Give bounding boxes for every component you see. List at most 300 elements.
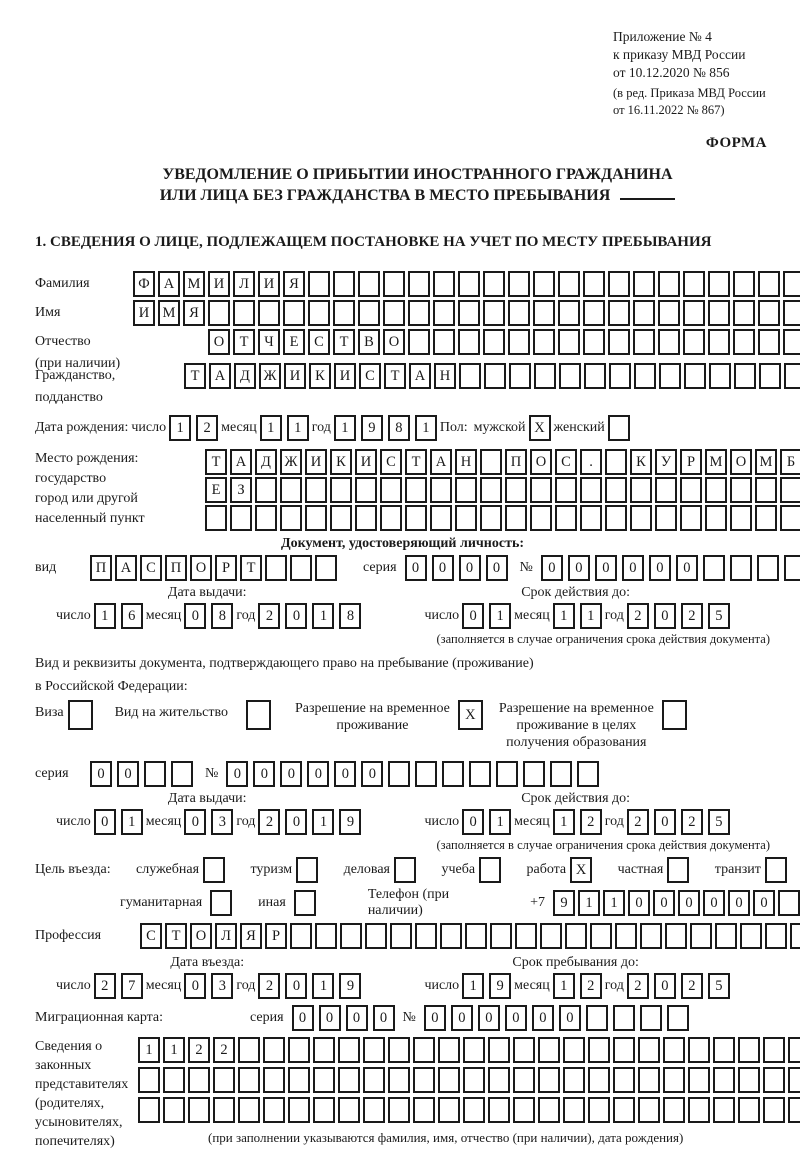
form-cell[interactable]: Ж: [280, 449, 302, 475]
form-cell[interactable]: А: [230, 449, 252, 475]
form-cell[interactable]: [763, 1097, 785, 1123]
form-cell[interactable]: 0: [90, 761, 112, 787]
form-cell[interactable]: [703, 555, 725, 581]
form-cell[interactable]: 1: [489, 603, 511, 629]
form-cell[interactable]: 0: [253, 761, 275, 787]
form-cell[interactable]: [388, 1097, 410, 1123]
form-cell[interactable]: [388, 1037, 410, 1063]
form-cell[interactable]: 1: [260, 415, 282, 441]
form-cell[interactable]: 0: [405, 555, 427, 581]
form-cell[interactable]: [763, 1067, 785, 1093]
form-cell[interactable]: [413, 1067, 435, 1093]
form-cell[interactable]: Т: [205, 449, 227, 475]
form-cell[interactable]: [658, 329, 680, 355]
form-cell[interactable]: [305, 505, 327, 531]
form-cell[interactable]: [171, 761, 193, 787]
form-cell[interactable]: 1: [121, 809, 143, 835]
form-cell[interactable]: [755, 505, 777, 531]
form-cell[interactable]: Б: [780, 449, 800, 475]
form-cell[interactable]: [638, 1067, 660, 1093]
form-cell[interactable]: 5: [708, 603, 730, 629]
form-cell[interactable]: 0: [595, 555, 617, 581]
form-cell[interactable]: [258, 300, 280, 326]
form-cell[interactable]: [758, 329, 780, 355]
form-cell[interactable]: [713, 1097, 735, 1123]
form-cell[interactable]: [630, 505, 652, 531]
form-cell[interactable]: [759, 363, 781, 389]
form-cell[interactable]: [205, 505, 227, 531]
form-cell[interactable]: [480, 505, 502, 531]
form-cell[interactable]: 1: [553, 809, 575, 835]
form-cell[interactable]: Н: [434, 363, 456, 389]
form-cell[interactable]: [290, 923, 312, 949]
form-cell[interactable]: [188, 1067, 210, 1093]
form-cell[interactable]: [405, 477, 427, 503]
form-cell[interactable]: [588, 1037, 610, 1063]
form-cell[interactable]: 1: [94, 603, 116, 629]
form-cell[interactable]: [688, 1067, 710, 1093]
form-cell[interactable]: 2: [681, 973, 703, 999]
form-cell[interactable]: 9: [489, 973, 511, 999]
form-cell[interactable]: О: [208, 329, 230, 355]
form-cell[interactable]: [483, 271, 505, 297]
form-cell[interactable]: [688, 1037, 710, 1063]
form-cell[interactable]: [313, 1037, 335, 1063]
form-cell[interactable]: К: [630, 449, 652, 475]
form-cell[interactable]: [455, 505, 477, 531]
form-cell[interactable]: 0: [505, 1005, 527, 1031]
form-cell[interactable]: [405, 505, 427, 531]
form-cell[interactable]: 3: [211, 809, 233, 835]
form-cell[interactable]: [680, 505, 702, 531]
form-cell[interactable]: М: [183, 271, 205, 297]
form-cell[interactable]: 0: [622, 555, 644, 581]
form-cell[interactable]: [358, 300, 380, 326]
form-cell[interactable]: [563, 1037, 585, 1063]
form-cell[interactable]: [365, 923, 387, 949]
form-cell[interactable]: [483, 300, 505, 326]
form-cell[interactable]: [683, 300, 705, 326]
form-cell[interactable]: [483, 329, 505, 355]
form-cell[interactable]: [338, 1037, 360, 1063]
form-cell[interactable]: 1: [138, 1037, 160, 1063]
form-cell[interactable]: 0: [459, 555, 481, 581]
form-cell[interactable]: 8: [388, 415, 410, 441]
form-cell[interactable]: [705, 505, 727, 531]
form-cell[interactable]: 0: [654, 603, 676, 629]
form-cell[interactable]: [638, 1097, 660, 1123]
form-cell[interactable]: О: [190, 923, 212, 949]
form-cell[interactable]: 0: [117, 761, 139, 787]
form-cell[interactable]: Н: [455, 449, 477, 475]
form-cell[interactable]: [280, 477, 302, 503]
form-cell[interactable]: [658, 300, 680, 326]
blank-underline[interactable]: [620, 196, 675, 200]
form-cell[interactable]: [563, 1097, 585, 1123]
form-cell[interactable]: [313, 1067, 335, 1093]
form-cell[interactable]: 0: [334, 761, 356, 787]
form-cell[interactable]: С: [140, 923, 162, 949]
form-cell[interactable]: С: [380, 449, 402, 475]
form-cell[interactable]: [788, 1097, 800, 1123]
form-cell[interactable]: 0: [532, 1005, 554, 1031]
form-cell[interactable]: 0: [653, 890, 675, 916]
form-cell[interactable]: [534, 363, 556, 389]
form-cell[interactable]: [783, 300, 800, 326]
form-cell[interactable]: [659, 363, 681, 389]
form-cell[interactable]: [315, 555, 337, 581]
form-cell[interactable]: [433, 329, 455, 355]
form-cell[interactable]: 2: [627, 603, 649, 629]
form-cell[interactable]: 1: [287, 415, 309, 441]
form-cell[interactable]: 0: [559, 1005, 581, 1031]
form-cell[interactable]: [640, 1005, 662, 1031]
form-cell[interactable]: [479, 857, 501, 883]
form-cell[interactable]: [684, 363, 706, 389]
form-cell[interactable]: [580, 477, 602, 503]
form-cell[interactable]: [755, 477, 777, 503]
form-cell[interactable]: В: [358, 329, 380, 355]
form-cell[interactable]: [530, 505, 552, 531]
form-cell[interactable]: И: [334, 363, 356, 389]
form-cell[interactable]: [778, 890, 800, 916]
form-cell[interactable]: [208, 300, 230, 326]
form-cell[interactable]: [758, 271, 780, 297]
form-cell[interactable]: [658, 271, 680, 297]
form-cell[interactable]: [605, 505, 627, 531]
form-cell[interactable]: 0: [292, 1005, 314, 1031]
form-cell[interactable]: С: [140, 555, 162, 581]
form-cell[interactable]: [363, 1037, 385, 1063]
form-cell[interactable]: 2: [627, 973, 649, 999]
form-cell[interactable]: [265, 555, 287, 581]
form-cell[interactable]: [488, 1037, 510, 1063]
form-cell[interactable]: Я: [283, 271, 305, 297]
form-cell[interactable]: Т: [333, 329, 355, 355]
form-cell[interactable]: [515, 923, 537, 949]
form-cell[interactable]: 1: [169, 415, 191, 441]
form-cell[interactable]: [363, 1067, 385, 1093]
form-cell[interactable]: [138, 1067, 160, 1093]
form-cell[interactable]: Ж: [259, 363, 281, 389]
form-cell[interactable]: [788, 1067, 800, 1093]
form-cell[interactable]: 1: [603, 890, 625, 916]
form-cell[interactable]: [565, 923, 587, 949]
form-cell[interactable]: [615, 923, 637, 949]
form-cell[interactable]: [663, 1067, 685, 1093]
form-cell[interactable]: [662, 700, 687, 730]
form-cell[interactable]: [233, 300, 255, 326]
form-cell[interactable]: 2: [258, 809, 280, 835]
form-cell[interactable]: [790, 923, 800, 949]
form-cell[interactable]: [469, 761, 491, 787]
form-cell[interactable]: [413, 1037, 435, 1063]
form-cell[interactable]: [613, 1037, 635, 1063]
form-cell[interactable]: З: [230, 477, 252, 503]
form-cell[interactable]: [355, 505, 377, 531]
form-cell[interactable]: [305, 477, 327, 503]
form-cell[interactable]: [588, 1097, 610, 1123]
form-cell[interactable]: [667, 1005, 689, 1031]
form-cell[interactable]: [288, 1067, 310, 1093]
form-cell[interactable]: [508, 300, 530, 326]
form-cell[interactable]: 0: [346, 1005, 368, 1031]
form-cell[interactable]: 0: [451, 1005, 473, 1031]
form-cell[interactable]: [505, 505, 527, 531]
form-cell[interactable]: [608, 415, 630, 441]
form-cell[interactable]: [513, 1037, 535, 1063]
form-cell[interactable]: [765, 923, 787, 949]
form-cell[interactable]: [538, 1097, 560, 1123]
form-cell[interactable]: [488, 1097, 510, 1123]
form-cell[interactable]: 1: [580, 603, 602, 629]
form-cell[interactable]: 2: [681, 603, 703, 629]
form-cell[interactable]: [784, 363, 800, 389]
form-cell[interactable]: [496, 761, 518, 787]
form-cell[interactable]: .: [580, 449, 602, 475]
form-cell[interactable]: [713, 1067, 735, 1093]
form-cell[interactable]: И: [208, 271, 230, 297]
form-cell[interactable]: Т: [405, 449, 427, 475]
form-cell[interactable]: [733, 271, 755, 297]
form-cell[interactable]: 0: [728, 890, 750, 916]
form-cell[interactable]: [590, 923, 612, 949]
form-cell[interactable]: [708, 329, 730, 355]
form-cell[interactable]: 0: [703, 890, 725, 916]
form-cell[interactable]: [583, 300, 605, 326]
form-cell[interactable]: [733, 300, 755, 326]
form-cell[interactable]: 1: [312, 603, 334, 629]
form-cell[interactable]: 5: [708, 809, 730, 835]
form-cell[interactable]: [509, 363, 531, 389]
form-cell[interactable]: [663, 1097, 685, 1123]
form-cell[interactable]: К: [309, 363, 331, 389]
form-cell[interactable]: 0: [654, 809, 676, 835]
form-cell[interactable]: [490, 923, 512, 949]
form-cell[interactable]: [380, 477, 402, 503]
form-cell[interactable]: [563, 1067, 585, 1093]
form-cell[interactable]: [163, 1067, 185, 1093]
form-cell[interactable]: [730, 477, 752, 503]
form-cell[interactable]: 1: [312, 973, 334, 999]
form-cell[interactable]: [708, 271, 730, 297]
form-cell[interactable]: [383, 300, 405, 326]
form-cell[interactable]: [213, 1097, 235, 1123]
form-cell[interactable]: И: [355, 449, 377, 475]
form-cell[interactable]: [465, 923, 487, 949]
form-cell[interactable]: [480, 477, 502, 503]
form-cell[interactable]: [438, 1067, 460, 1093]
form-cell[interactable]: 0: [285, 809, 307, 835]
form-cell[interactable]: [246, 700, 271, 730]
form-cell[interactable]: [210, 890, 232, 916]
form-cell[interactable]: [430, 505, 452, 531]
form-cell[interactable]: М: [705, 449, 727, 475]
form-cell[interactable]: [580, 505, 602, 531]
form-cell[interactable]: [705, 477, 727, 503]
form-cell[interactable]: 1: [334, 415, 356, 441]
form-cell[interactable]: X: [529, 415, 551, 441]
form-cell[interactable]: Я: [240, 923, 262, 949]
form-cell[interactable]: Р: [680, 449, 702, 475]
form-cell[interactable]: [788, 1037, 800, 1063]
form-cell[interactable]: [459, 363, 481, 389]
form-cell[interactable]: С: [359, 363, 381, 389]
form-cell[interactable]: [463, 1097, 485, 1123]
form-cell[interactable]: 9: [339, 973, 361, 999]
form-cell[interactable]: [438, 1037, 460, 1063]
form-cell[interactable]: [757, 555, 779, 581]
form-cell[interactable]: [730, 555, 752, 581]
form-cell[interactable]: 1: [415, 415, 437, 441]
form-cell[interactable]: [415, 761, 437, 787]
form-cell[interactable]: 6: [121, 603, 143, 629]
form-cell[interactable]: 0: [649, 555, 671, 581]
form-cell[interactable]: [667, 857, 689, 883]
form-cell[interactable]: Д: [255, 449, 277, 475]
form-cell[interactable]: [558, 329, 580, 355]
form-cell[interactable]: [315, 923, 337, 949]
form-cell[interactable]: 2: [580, 973, 602, 999]
form-cell[interactable]: [455, 477, 477, 503]
form-cell[interactable]: [538, 1067, 560, 1093]
form-cell[interactable]: [784, 555, 800, 581]
form-cell[interactable]: [780, 505, 800, 531]
form-cell[interactable]: 2: [213, 1037, 235, 1063]
form-cell[interactable]: [630, 477, 652, 503]
form-cell[interactable]: [333, 271, 355, 297]
form-cell[interactable]: [144, 761, 166, 787]
form-cell[interactable]: 1: [553, 603, 575, 629]
form-cell[interactable]: 9: [553, 890, 575, 916]
form-cell[interactable]: 0: [676, 555, 698, 581]
form-cell[interactable]: 0: [184, 809, 206, 835]
form-cell[interactable]: [238, 1067, 260, 1093]
form-cell[interactable]: [480, 449, 502, 475]
form-cell[interactable]: [533, 300, 555, 326]
form-cell[interactable]: 1: [489, 809, 511, 835]
form-cell[interactable]: 0: [307, 761, 329, 787]
form-cell[interactable]: 2: [258, 973, 280, 999]
form-cell[interactable]: Т: [165, 923, 187, 949]
form-cell[interactable]: [138, 1097, 160, 1123]
form-cell[interactable]: [513, 1097, 535, 1123]
form-cell[interactable]: [363, 1097, 385, 1123]
form-cell[interactable]: [540, 923, 562, 949]
form-cell[interactable]: [255, 505, 277, 531]
form-cell[interactable]: [230, 505, 252, 531]
form-cell[interactable]: [613, 1097, 635, 1123]
form-cell[interactable]: [708, 300, 730, 326]
form-cell[interactable]: [605, 477, 627, 503]
form-cell[interactable]: К: [330, 449, 352, 475]
form-cell[interactable]: 0: [568, 555, 590, 581]
form-cell[interactable]: 1: [163, 1037, 185, 1063]
form-cell[interactable]: С: [308, 329, 330, 355]
form-cell[interactable]: [680, 477, 702, 503]
form-cell[interactable]: [283, 300, 305, 326]
form-cell[interactable]: [533, 329, 555, 355]
form-cell[interactable]: Ф: [133, 271, 155, 297]
form-cell[interactable]: Л: [233, 271, 255, 297]
form-cell[interactable]: М: [755, 449, 777, 475]
form-cell[interactable]: Ч: [258, 329, 280, 355]
form-cell[interactable]: [203, 857, 225, 883]
form-cell[interactable]: [555, 477, 577, 503]
form-cell[interactable]: 2: [196, 415, 218, 441]
form-cell[interactable]: [763, 1037, 785, 1063]
form-cell[interactable]: [388, 1067, 410, 1093]
form-cell[interactable]: Л: [215, 923, 237, 949]
form-cell[interactable]: [738, 1097, 760, 1123]
form-cell[interactable]: [442, 761, 464, 787]
form-cell[interactable]: [608, 329, 630, 355]
form-cell[interactable]: [438, 1097, 460, 1123]
form-cell[interactable]: [709, 363, 731, 389]
form-cell[interactable]: 3: [211, 973, 233, 999]
form-cell[interactable]: [408, 271, 430, 297]
form-cell[interactable]: [538, 1037, 560, 1063]
form-cell[interactable]: [340, 923, 362, 949]
form-cell[interactable]: 9: [361, 415, 383, 441]
form-cell[interactable]: [388, 761, 410, 787]
form-cell[interactable]: [558, 300, 580, 326]
form-cell[interactable]: [633, 271, 655, 297]
form-cell[interactable]: [408, 300, 430, 326]
form-cell[interactable]: [296, 857, 318, 883]
form-cell[interactable]: X: [458, 700, 483, 730]
form-cell[interactable]: 1: [462, 973, 484, 999]
form-cell[interactable]: 0: [628, 890, 650, 916]
form-cell[interactable]: [288, 1037, 310, 1063]
form-cell[interactable]: 2: [94, 973, 116, 999]
form-cell[interactable]: [188, 1097, 210, 1123]
form-cell[interactable]: [715, 923, 737, 949]
form-cell[interactable]: Т: [384, 363, 406, 389]
form-cell[interactable]: Р: [265, 923, 287, 949]
form-cell[interactable]: Т: [240, 555, 262, 581]
form-cell[interactable]: [484, 363, 506, 389]
form-cell[interactable]: [290, 555, 312, 581]
form-cell[interactable]: [688, 1097, 710, 1123]
form-cell[interactable]: У: [655, 449, 677, 475]
form-cell[interactable]: 0: [462, 603, 484, 629]
form-cell[interactable]: [430, 477, 452, 503]
form-cell[interactable]: М: [158, 300, 180, 326]
form-cell[interactable]: [288, 1097, 310, 1123]
form-cell[interactable]: [740, 923, 762, 949]
form-cell[interactable]: [394, 857, 416, 883]
form-cell[interactable]: [463, 1067, 485, 1093]
form-cell[interactable]: [458, 329, 480, 355]
form-cell[interactable]: [683, 271, 705, 297]
form-cell[interactable]: 1: [578, 890, 600, 916]
form-cell[interactable]: 8: [339, 603, 361, 629]
form-cell[interactable]: 0: [285, 973, 307, 999]
form-cell[interactable]: [655, 477, 677, 503]
form-cell[interactable]: 0: [184, 973, 206, 999]
form-cell[interactable]: 7: [121, 973, 143, 999]
form-cell[interactable]: О: [383, 329, 405, 355]
form-cell[interactable]: [508, 329, 530, 355]
form-cell[interactable]: [640, 923, 662, 949]
form-cell[interactable]: 2: [258, 603, 280, 629]
form-cell[interactable]: [758, 300, 780, 326]
form-cell[interactable]: [633, 300, 655, 326]
form-cell[interactable]: [523, 761, 545, 787]
form-cell[interactable]: [280, 505, 302, 531]
form-cell[interactable]: [433, 300, 455, 326]
